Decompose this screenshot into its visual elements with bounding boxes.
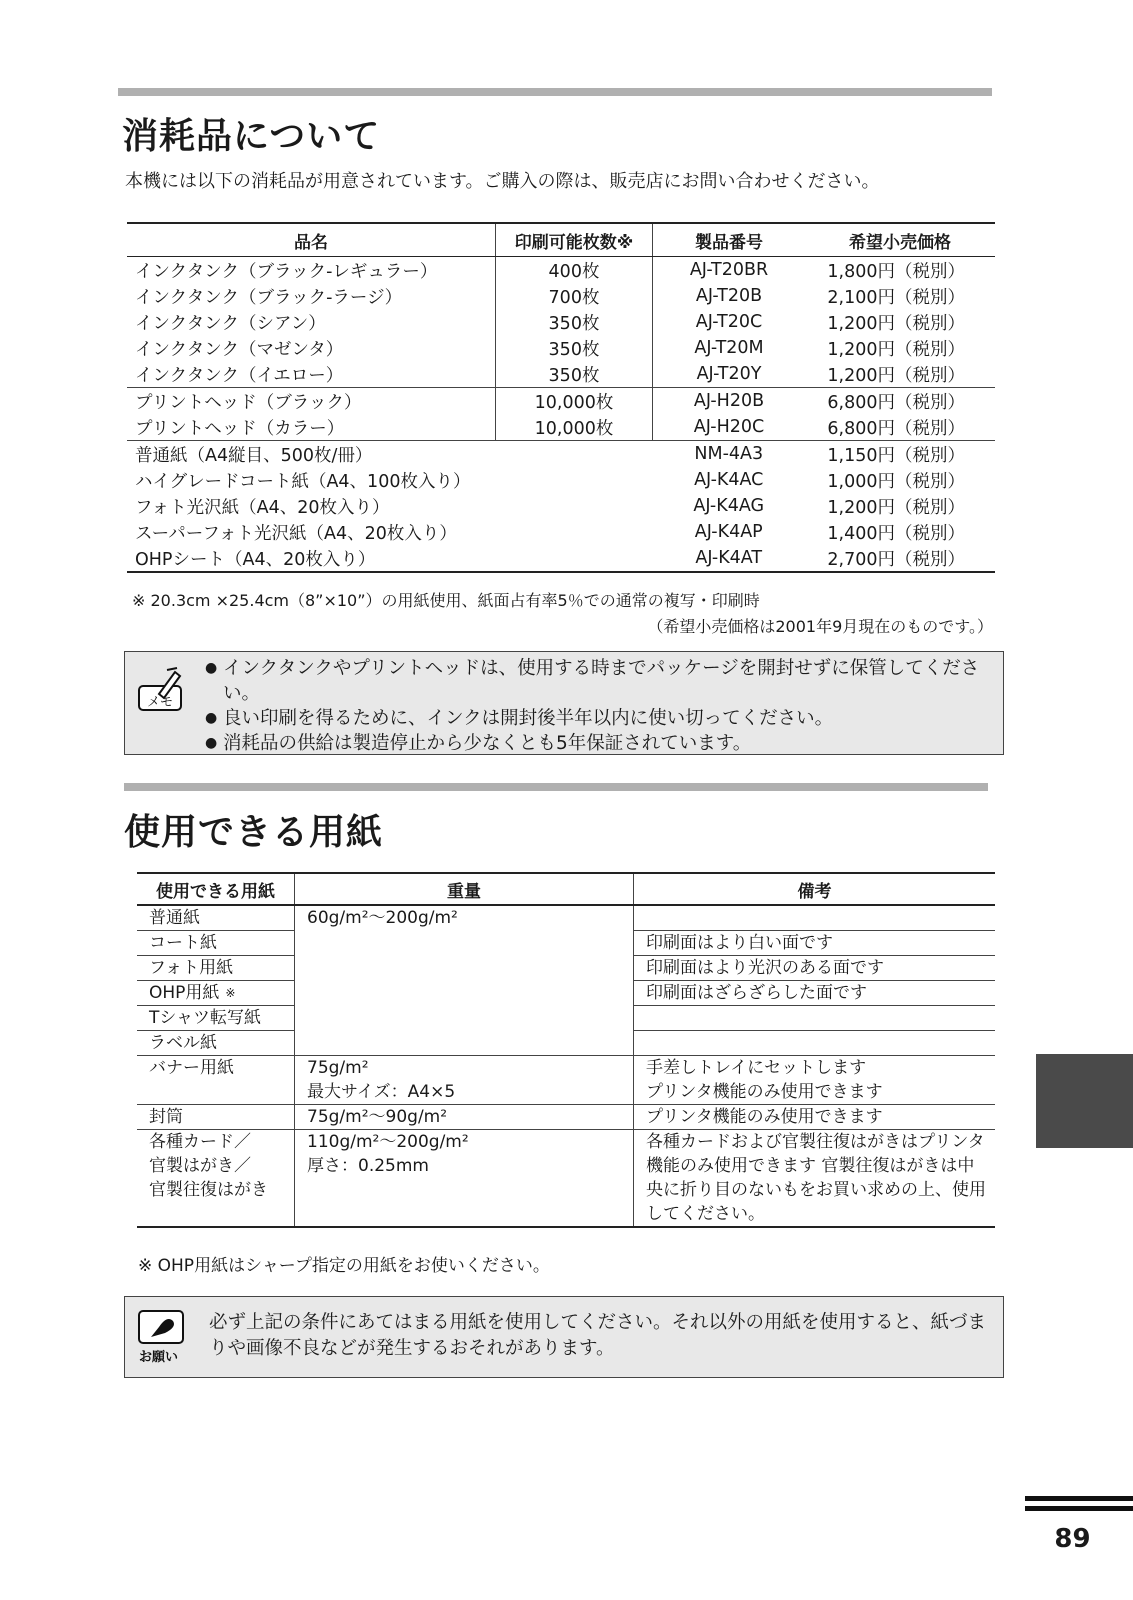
paper-name: コート紙 [149,933,217,953]
table-cell: プリントヘッド（カラー） [127,414,496,441]
table-cell: 10,000枚 [496,414,653,441]
table-cell: 1,200円（税別） [827,497,965,518]
memo-item: ● インクタンクやプリントヘッドは、使用する時までパッケージを開封せずに保管してください。 [205,656,995,706]
paper-name: ラベル紙 [149,1033,217,1053]
table-cell: 350枚 [496,309,653,335]
table-cell: 2,100円（税別） [827,287,965,308]
table-row [127,493,995,519]
table-cell: AJ-T20M [694,338,764,358]
section-rule-top [118,88,992,96]
paper-name: 普通紙 [149,908,200,928]
chapter-tab [1036,1054,1133,1148]
consumables-table-body [127,257,995,573]
table-cell: AJ-K4AP [694,522,763,542]
table-cell: AJ-T20B [695,286,763,306]
table-cell: 350枚 [496,361,653,388]
section1-title: 消耗品について [122,116,381,157]
table-cell: インクタンク（シアン） [127,309,496,335]
table-row [137,1056,995,1105]
table-cell: 1,200円（税別） [827,365,965,386]
consumables-footnote: ※ 20.3cm ×25.4cm（8”×10”）の用紙使用、紙面占有率5％での通常の複写・印刷時 [132,591,760,610]
remarks-cell: 印刷面はより白い面です [634,931,996,956]
memo-label: メモ [147,695,174,710]
table-row [127,388,995,415]
table-cell: AJ-T20BR [689,260,769,280]
table-cell: AJ-K4AC [694,470,764,490]
table-cell: プリントヘッド（ブラック） [127,388,496,415]
paper-table-body [137,905,995,1227]
weight-cell: 60g/m²～200g/m² [295,905,634,1056]
weight-cell: 75g/m² 最大サイズ：A4×5 [295,1056,634,1105]
table-cell: インクタンク（ブラック-レギュラー） [127,257,496,284]
weight-cell: 110g/m²～200g/m² 厚さ：0.25mm [295,1130,634,1228]
section-rule-2 [124,783,988,791]
paper-name: OHP用紙 [149,983,220,1003]
table-header-row [137,873,995,905]
table-cell: フォト光沢紙（A4、20枚入り） [135,497,390,518]
paper-table [137,872,995,1228]
table-cell: ハイグレードコート紙（A4、100枚入り） [135,471,471,492]
col-header-product-no: 製品番号 [653,223,806,257]
table-row [127,414,995,441]
remarks-cell [634,1031,996,1056]
price-date-note: （希望小売価格は2001年9月現在のものです。） [647,617,993,636]
paper-name: バナー用紙 [149,1058,234,1078]
table-row [127,441,995,468]
paper-name-cell [137,1130,295,1228]
col-header-pages: 印刷可能枚数※ [496,223,653,257]
table-cell: AJ-T20C [695,312,763,332]
table-cell: 2,700円（税別） [827,549,965,570]
paper-name-cell [137,956,295,981]
section1-intro: 本機には以下の消耗品が用意されています。ご購入の際は、販売店にお問い合わせください。 [125,171,880,192]
table-row [127,467,995,493]
table-row [127,545,995,572]
table-cell: 400枚 [496,257,653,284]
paper-name-cell [137,1056,295,1105]
table-cell: 350枚 [496,335,653,361]
paper-name: 封筒 [149,1107,183,1127]
section2-title: 使用できる用紙 [124,812,384,853]
table-cell: 1,000円（税別） [827,471,965,492]
col-header-name: 品名 [127,223,496,257]
memo-item: ● 消耗品の供給は製造停止から少なくとも5年保証されています。 [205,731,995,756]
request-box [124,1296,1004,1378]
table-cell: 1,800円（税別） [827,261,965,282]
table-cell: インクタンク（マゼンタ） [127,335,496,361]
paper-name-cell [137,1105,295,1130]
table-cell: NM-4A3 [653,441,806,468]
memo-icon [137,666,185,714]
page-number: 89 [1054,1524,1091,1554]
remarks-cell: 手差しトレイにセットします プリンタ機能のみ使用できます [634,1056,996,1105]
col-header-weight: 重量 [295,873,634,905]
table-cell: 6,800円（税別） [827,418,965,439]
table-cell: AJ-H20B [653,388,806,415]
memo-box [124,651,1004,755]
table-row [127,519,995,545]
table-row [127,309,995,335]
remarks-cell: プリンタ機能のみ使用できます [634,1105,996,1130]
table-cell: AJ-T20Y [696,364,762,384]
paper-name: 各種カード／ 官製はがき／ 官製往復はがき [149,1132,268,1200]
table-cell: 1,200円（税別） [827,339,965,360]
paper-name-cell [137,931,295,956]
paper-name: Tシャツ転写紙 [149,1008,262,1028]
table-cell: AJ-K4AG [693,496,765,516]
table-cell: AJ-H20C [693,417,765,437]
col-header-price: 希望小売価格 [805,223,995,257]
table-cell: 700枚 [496,283,653,309]
remarks-cell: 各種カードおよび官製往復はがきはプリンタ機能のみ使用できます 官製往復はがきは中央に折り目のないもをお買い求めの上、使用してください。 [634,1130,996,1228]
page-number-rules [1025,1496,1133,1516]
remarks-cell [634,905,996,931]
table-row [127,361,995,388]
table-cell: インクタンク（イエロー） [127,361,496,388]
table-row [137,1105,995,1130]
paper-name-cell [137,1006,295,1031]
table-cell: 普通紙（A4縦目、500枚/冊） [127,441,653,468]
request-icon [137,1309,189,1365]
table-cell: OHPシート（A4、20枚入り） [135,549,376,570]
memo-list [205,656,995,756]
request-text: 必ず上記の条件にあてはまる用紙を使用してください。それ以外の用紙を使用すると、紙づまりや画像不良などが発生するおそれがあります。 [209,1312,987,1359]
remarks-cell [634,1006,996,1031]
table-cell: 1,200円（税別） [827,313,965,334]
table-row [127,335,995,361]
paper-name: フォト用紙 [149,958,234,978]
paper-name-cell [137,905,295,931]
table-cell: スーパーフォト光沢紙（A4、20枚入り） [135,523,457,544]
paper-name-cell [137,1031,295,1056]
remarks-cell: 印刷面はざらざらした面です [634,981,996,1006]
weight-cell: 75g/m²～90g/m² [295,1105,634,1130]
col-header-paper: 使用できる用紙 [137,873,295,905]
remarks-cell: 印刷面はより光沢のある面です [634,956,996,981]
table-row [127,283,995,309]
memo-item: ● 良い印刷を得るために、インクは開封後半年以内に使い切ってください。 [205,706,995,731]
table-cell: 6,800円（税別） [805,388,995,415]
table-cell: インクタンク（ブラック-ラージ） [127,283,496,309]
footnote-mark: ※ [225,986,236,1000]
table-row [137,1130,995,1228]
paper-footnote: ※ OHP用紙はシャープ指定の用紙をお使いください。 [138,1256,550,1276]
table-cell: AJ-K4AT [695,548,763,568]
consumables-table [127,222,995,573]
table-header-row [127,223,995,257]
table-row [127,257,995,284]
request-label: お願い [139,1350,179,1365]
table-cell: 1,150円（税別） [805,441,995,468]
table-cell: 1,400円（税別） [827,523,965,544]
table-row [137,905,995,931]
paper-name-cell [137,981,295,1006]
col-header-remarks: 備考 [634,873,996,905]
table-cell: 10,000枚 [496,388,653,415]
